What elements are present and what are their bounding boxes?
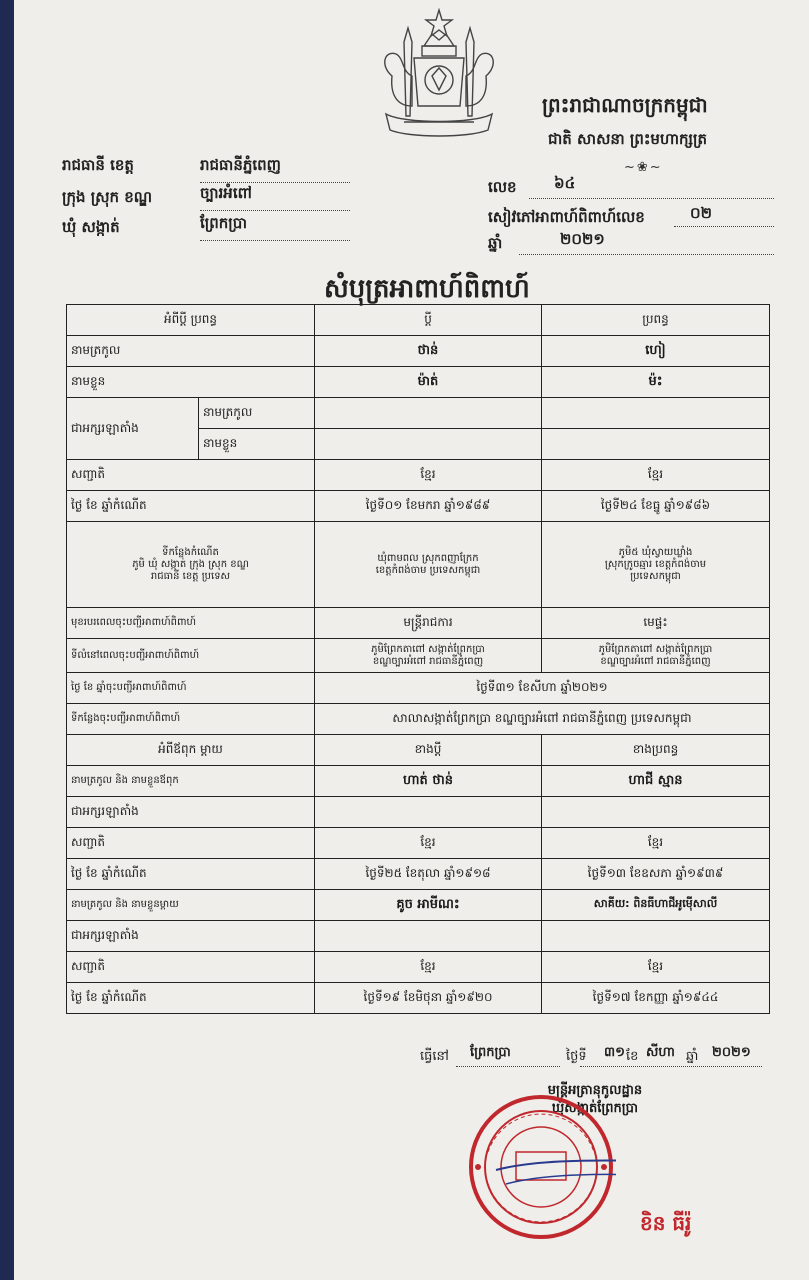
mother-latin-label: ជាអក្សរឡាតាំង — [67, 921, 315, 952]
certificate-title: សំបុត្រអាពាហ៍ពិពាហ៍ — [324, 274, 530, 304]
husband-mother-latin — [315, 921, 542, 952]
officer-title-line-1: មន្ត្រីអត្រានុកូលដ្ឋាន — [547, 1083, 643, 1098]
wife-pob — [542, 522, 770, 608]
pob-label-line-2: ភូមិ ឃុំ សង្កាត់ ក្រុង ស្រុក ខណ្ឌ — [132, 558, 249, 570]
husband-father-name: ហាត់ ថាន់ — [315, 766, 542, 797]
wife-header: ប្រពន្ធ — [542, 305, 770, 336]
mother-name-label: នាមត្រកូល និង នាមខ្លួនម្ដាយ — [67, 890, 315, 921]
husband-nationality: ខ្មែរ — [315, 460, 542, 491]
dob-label: ថ្ងៃ ខែ ឆ្នាំកំណើត — [67, 491, 315, 522]
husband-latin-surname — [315, 398, 542, 429]
mother-nationality-label: សញ្ជាតិ — [67, 952, 315, 983]
husband-residence-line-1: ភូមិព្រែកតាពៅ សង្កាត់ព្រែកប្រា — [371, 643, 485, 655]
husband-father-latin — [315, 797, 542, 828]
wife-latin-surname — [542, 398, 770, 429]
district-label: ក្រុង ស្រុក ខណ្ឌ — [62, 188, 153, 206]
made-at-dots — [456, 1066, 560, 1067]
father-name-label: នាមត្រកូល និង នាមខ្លួនឪពុក — [67, 766, 315, 797]
husband-residence-line-2: ខណ្ឌច្បារអំពៅ រាជធានីភ្នំពេញ — [372, 655, 484, 667]
year-value: ២០២១ — [560, 230, 605, 248]
capital-label: រាជធានី ខេត្ត — [62, 156, 134, 174]
wife-mother-name: សាគីយ: ពិនធីហាជីអូម៉ើសាលី — [542, 890, 770, 921]
nationality-label: សញ្ជាតិ — [67, 460, 315, 491]
capital-value: រាជធានីភ្នំពេញ — [200, 156, 281, 174]
spouse-section-header: អំពីប្ដី ប្រពន្ធ — [67, 305, 315, 336]
footer-year-value: ២០២១ — [712, 1045, 751, 1060]
commune-label: ឃុំ សង្កាត់ — [62, 218, 120, 236]
husband-occupation: មន្ត្រីរាជការ — [315, 608, 542, 639]
wife-residence-line-2: ខណ្ឌច្បារអំពៅ រាជធានីភ្នំពេញ — [600, 655, 711, 667]
husband-side-header: ខាងប្ដី — [315, 735, 542, 766]
made-at-value: ព្រែកប្រា — [470, 1045, 511, 1060]
wife-latin-given — [542, 429, 770, 460]
wife-residence-line-1: ភូមិព្រែកតាពៅ សង្កាត់ព្រែកប្រា — [598, 643, 713, 655]
district-value: ច្បារអំពៅ — [200, 184, 252, 202]
year-label: ឆ្នាំ — [488, 234, 503, 252]
reg-place: សាលាសង្កាត់ព្រែកប្រា ខណ្ឌច្បារអំពៅ រាជធានីភ្នំពេញ ប្រទេសកម្ពុជា — [315, 704, 770, 735]
father-nationality-label: សញ្ជាតិ — [67, 828, 315, 859]
husband-residence — [315, 639, 542, 673]
husband-pob — [315, 522, 542, 608]
number-dots — [529, 198, 774, 199]
kingdom-heading: ព្រះរាជាណាចក្រកម្ពុជា — [542, 93, 708, 117]
reg-place-label: ទីកន្លែងចុះបញ្ជីអាពាហ៍ពិពាហ៍ — [67, 704, 315, 735]
number-label: លេខ — [488, 178, 517, 196]
day-label: ថ្ងៃទី — [566, 1049, 587, 1064]
district-dots — [200, 210, 350, 211]
commune-dots — [200, 240, 350, 241]
parents-section-header: អំពីឪពុក ម្ដាយ — [67, 735, 315, 766]
surname-label: នាមត្រកូល — [67, 336, 315, 367]
wife-mother-latin — [542, 921, 770, 952]
husband-header: ប្ដី — [315, 305, 542, 336]
reg-date-label: ថ្ងៃ ខែ ឆ្នាំចុះបញ្ជីអាពាហ៍ពិពាហ៍ — [67, 673, 315, 704]
father-latin-label: ជាអក្សរឡាតាំង — [67, 797, 315, 828]
mother-dob-label: ថ្ងៃ ខែ ឆ្នាំកំណើត — [67, 983, 315, 1014]
wife-mother-dob: ថ្ងៃទី១៧ ខែកញ្ញា ឆ្នាំ១៩៤៤ — [542, 983, 770, 1014]
husband-pob-line-2: ខេត្តកំពង់ចាម ប្រទេសកម្ពុជា — [375, 564, 481, 576]
capital-dots — [200, 182, 350, 183]
wife-pob-line-2: ស្រុកក្រូចឆ្មារ ខេត្តកំពង់ចាម — [604, 558, 707, 570]
husband-mother-dob: ថ្ងៃទី១៩ ខែមិថុនា ឆ្នាំ១៩២០ — [315, 983, 542, 1014]
month-value: សីហា — [646, 1045, 675, 1060]
official-seal-stamp — [466, 1092, 616, 1242]
book-dots — [674, 226, 774, 227]
wife-given-name: ម៉ះ — [542, 367, 770, 398]
residence-label: ទីលំនៅពេលចុះបញ្ជីអាពាហ៍ពិពាហ៍ — [67, 639, 315, 673]
wife-occupation: មេផ្ទះ — [542, 608, 770, 639]
number-value: ៦៤ — [554, 174, 576, 192]
day-value: ៣១ — [604, 1045, 625, 1060]
wife-pob-line-3: ប្រទេសកម្ពុជា — [630, 570, 681, 582]
ornament: ~❀~ — [624, 160, 663, 175]
wife-pob-line-1: ភូមិ៥ ឃុំស្វាយឃ្លាំង — [618, 546, 693, 558]
royal-coat-of-arms — [374, 6, 504, 144]
father-dob-label: ថ្ងៃ ខែ ឆ្នាំកំណើត — [67, 859, 315, 890]
wife-residence — [542, 639, 770, 673]
book-value: ០២ — [690, 204, 712, 222]
husband-given-name: ម៉ាត់ — [315, 367, 542, 398]
wife-father-latin — [542, 797, 770, 828]
marriage-register-table — [66, 304, 770, 1014]
latin-label: ជាអក្សរឡាតាំង — [67, 398, 199, 460]
officer-title-line-2: ឃុំសង្កាត់ព្រែកប្រា — [551, 1101, 639, 1116]
wife-surname: ហៀ — [542, 336, 770, 367]
date-dots — [580, 1066, 762, 1067]
year-dots — [519, 254, 774, 255]
husband-latin-given — [315, 429, 542, 460]
latin-given-label: នាមខ្លួន — [199, 429, 315, 460]
wife-father-name: ហាជី ស្មាន — [542, 766, 770, 797]
husband-father-nationality: ខ្មែរ — [315, 828, 542, 859]
book-label: សៀវភៅអាពាហ៍ពិពាហ៍លេខ — [488, 208, 645, 226]
husband-mother-nationality: ខ្មែរ — [315, 952, 542, 983]
occupation-label: មុខរបរពេលចុះបញ្ជីអាពាហ៍ពិពាហ៍ — [67, 608, 315, 639]
latin-surname-label: នាមត្រកូល — [199, 398, 315, 429]
footer-year-label: ឆ្នាំ — [686, 1049, 699, 1064]
wife-father-nationality: ខ្មែរ — [542, 828, 770, 859]
wife-mother-nationality: ខ្មែរ — [542, 952, 770, 983]
reg-date: ថ្ងៃទី៣១ ខែសីហា ឆ្នាំ២០២១ — [315, 673, 770, 704]
pob-label — [67, 522, 315, 608]
pob-label-line-3: រាជធានី ខេត្ត ប្រទេស — [150, 570, 231, 582]
wife-father-dob: ថ្ងៃទី១៣ ខែឧសភា ឆ្នាំ១៩៣៩ — [542, 859, 770, 890]
husband-father-dob: ថ្ងៃទី២៥ ខែតុលា ឆ្នាំ១៩១៨ — [315, 859, 542, 890]
given-name-label: នាមខ្លួន — [67, 367, 315, 398]
husband-dob: ថ្ងៃទី០១ ខែមករា ឆ្នាំ១៩៨៩ — [315, 491, 542, 522]
husband-surname: ថាន់ — [315, 336, 542, 367]
husband-pob-line-1: ឃុំពាមពល ស្រុកពញាក្រែក — [377, 552, 479, 564]
national-motto: ជាតិ សាសនា ព្រះមហាក្សត្រ — [548, 130, 707, 148]
signer-name: ខិន ធីរ៉ូ — [640, 1211, 692, 1235]
commune-value: ព្រែកប្រា — [200, 214, 248, 232]
made-at-label: ធ្វើនៅ — [420, 1049, 449, 1064]
wife-side-header: ខាងប្រពន្ធ — [542, 735, 770, 766]
wife-dob: ថ្ងៃទី២៤ ខែធ្នូ ឆ្នាំ១៩៨៦ — [542, 491, 770, 522]
husband-mother-name: គូច អាមីណះ — [315, 890, 542, 921]
pob-label-line-1: ទីកន្លែងកំណើត — [162, 546, 219, 558]
month-label: ខែ — [626, 1049, 639, 1064]
wife-nationality: ខ្មែរ — [542, 460, 770, 491]
